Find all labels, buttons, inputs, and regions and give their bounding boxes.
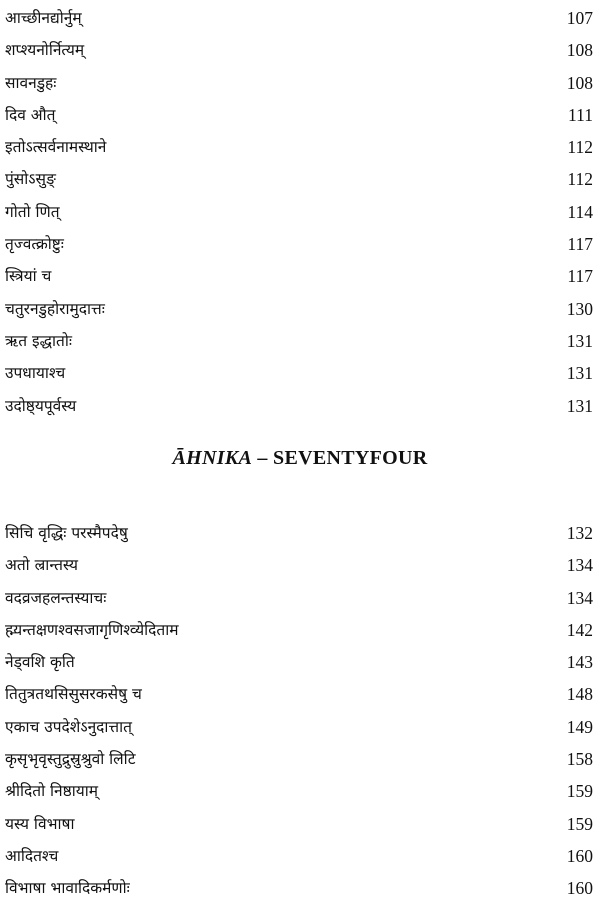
toc-entry-title: इतोऽत्सर्वनामस्थाने	[5, 138, 107, 157]
toc-entry-page-number: 159	[566, 781, 593, 802]
toc-entry	[0, 99, 600, 131]
toc-entry-title: सावनडुहः	[5, 73, 57, 92]
toc-entry-title: कृसृभृवृस्तुद्रुस्रुश्रुवो लिटि	[5, 750, 136, 769]
toc-entry-page-number: 108	[566, 40, 593, 61]
toc-entry	[0, 196, 600, 228]
toc-entry-title: आच्छीनद्योर्नुम्	[5, 9, 82, 27]
toc-entry-title: श्रीदितो निष्ठायाम्	[5, 782, 99, 801]
toc-entry	[0, 163, 600, 195]
toc-entry-page-number: 132	[566, 523, 593, 543]
toc-entry-page-number: 114	[567, 201, 593, 222]
toc-entry-page-number: 134	[566, 555, 593, 576]
toc-entry-title: तितुत्रतथसिसुसरकसेषु च	[5, 685, 142, 704]
toc-entry	[0, 390, 600, 422]
toc-entry	[0, 646, 600, 678]
toc-entry	[0, 549, 600, 581]
toc-entry-page-number: 160	[566, 845, 593, 866]
toc-entry-title: यस्य विभाषा	[5, 814, 75, 833]
toc-list-section-1	[0, 2, 600, 422]
toc-entry-title: एकाच उपदेशेऽनुदात्तात्	[5, 717, 132, 736]
toc-entry-page-number: 131	[566, 395, 593, 416]
toc-entry	[0, 711, 600, 743]
toc-entry-page-number: 112	[567, 169, 593, 190]
toc-entry	[0, 260, 600, 292]
toc-entry	[0, 582, 600, 614]
toc-entry-title: अतो ल्रान्तस्य	[5, 556, 78, 575]
toc-entry-title: आदितश्च	[5, 846, 59, 865]
toc-entry-page-number: 134	[566, 587, 593, 608]
toc-entry	[0, 743, 600, 775]
toc-entry-title: गोतो णित्	[5, 202, 60, 221]
toc-entry	[0, 228, 600, 260]
toc-entry-page-number: 131	[566, 363, 593, 384]
section-heading-italic: ĀHNIKA	[172, 447, 253, 469]
toc-entry-title: उपधायाश्च	[5, 364, 66, 383]
toc-entry-page-number: 117	[567, 234, 593, 255]
toc-entry-title: स्त्रियां च	[5, 267, 52, 286]
toc-entry	[0, 2, 600, 34]
toc-entry-page-number: 142	[566, 619, 593, 640]
toc-entry-page-number: 108	[566, 72, 593, 93]
toc-entry-title: विभाषा भावादिकर्मणोः	[5, 879, 130, 898]
toc-entry-page-number: 112	[567, 137, 593, 158]
toc-entry	[0, 678, 600, 710]
toc-entry	[0, 325, 600, 357]
toc-entry-title: सिचि वृद्धिः परस्मैपदेषु	[5, 524, 128, 542]
toc-entry-page-number: 160	[566, 878, 593, 899]
toc-entry	[0, 872, 600, 904]
section-heading	[0, 447, 600, 470]
toc-entry-title: वदव्रजहलन्तस्याचः	[5, 588, 107, 607]
toc-entry	[0, 293, 600, 325]
toc-entry-page-number: 143	[566, 652, 593, 673]
toc-entry-title: शप्श्यनोर्नित्यम्	[5, 41, 85, 60]
toc-entry-page-number: 111	[568, 104, 593, 125]
toc-entry	[0, 67, 600, 99]
toc-entry-page-number: 107	[566, 8, 593, 28]
toc-list-section-2	[0, 517, 600, 905]
toc-entry-title: चतुरनडुहोरामुदात्तः	[5, 299, 105, 318]
section-heading-rest: – SEVENTYFOUR	[252, 447, 428, 469]
toc-entry	[0, 131, 600, 163]
toc-entry-page-number: 148	[566, 684, 593, 705]
toc-entry-title: पुंसोऽसुङ्	[5, 170, 56, 189]
toc-entry	[0, 34, 600, 66]
toc-entry-page-number: 130	[566, 298, 593, 319]
toc-entry-title: ह्म्यन्तक्षणश्वसजागृणिश्व्येदिताम	[5, 620, 179, 639]
toc-entry-page-number: 159	[566, 813, 593, 834]
toc-entry	[0, 517, 600, 549]
toc-entry-title: ऋत इद्धातोः	[5, 331, 72, 350]
toc-entry	[0, 840, 600, 872]
toc-entry-page-number: 149	[566, 716, 593, 737]
toc-entry	[0, 357, 600, 389]
toc-entry	[0, 808, 600, 840]
toc-entry-title: तृज्वत्क्रोष्टुः	[5, 235, 64, 254]
toc-entry-title: दिव औत्	[5, 105, 56, 124]
toc-entry-page-number: 117	[567, 266, 593, 287]
toc-entry-page-number: 158	[566, 749, 593, 770]
toc-entry-title: उदोष्ठ्यपूर्वस्य	[5, 396, 77, 415]
toc-entry	[0, 614, 600, 646]
toc-entry	[0, 775, 600, 807]
toc-entry-page-number: 131	[566, 330, 593, 351]
toc-entry-title: नेड्वशि कृति	[5, 653, 75, 672]
